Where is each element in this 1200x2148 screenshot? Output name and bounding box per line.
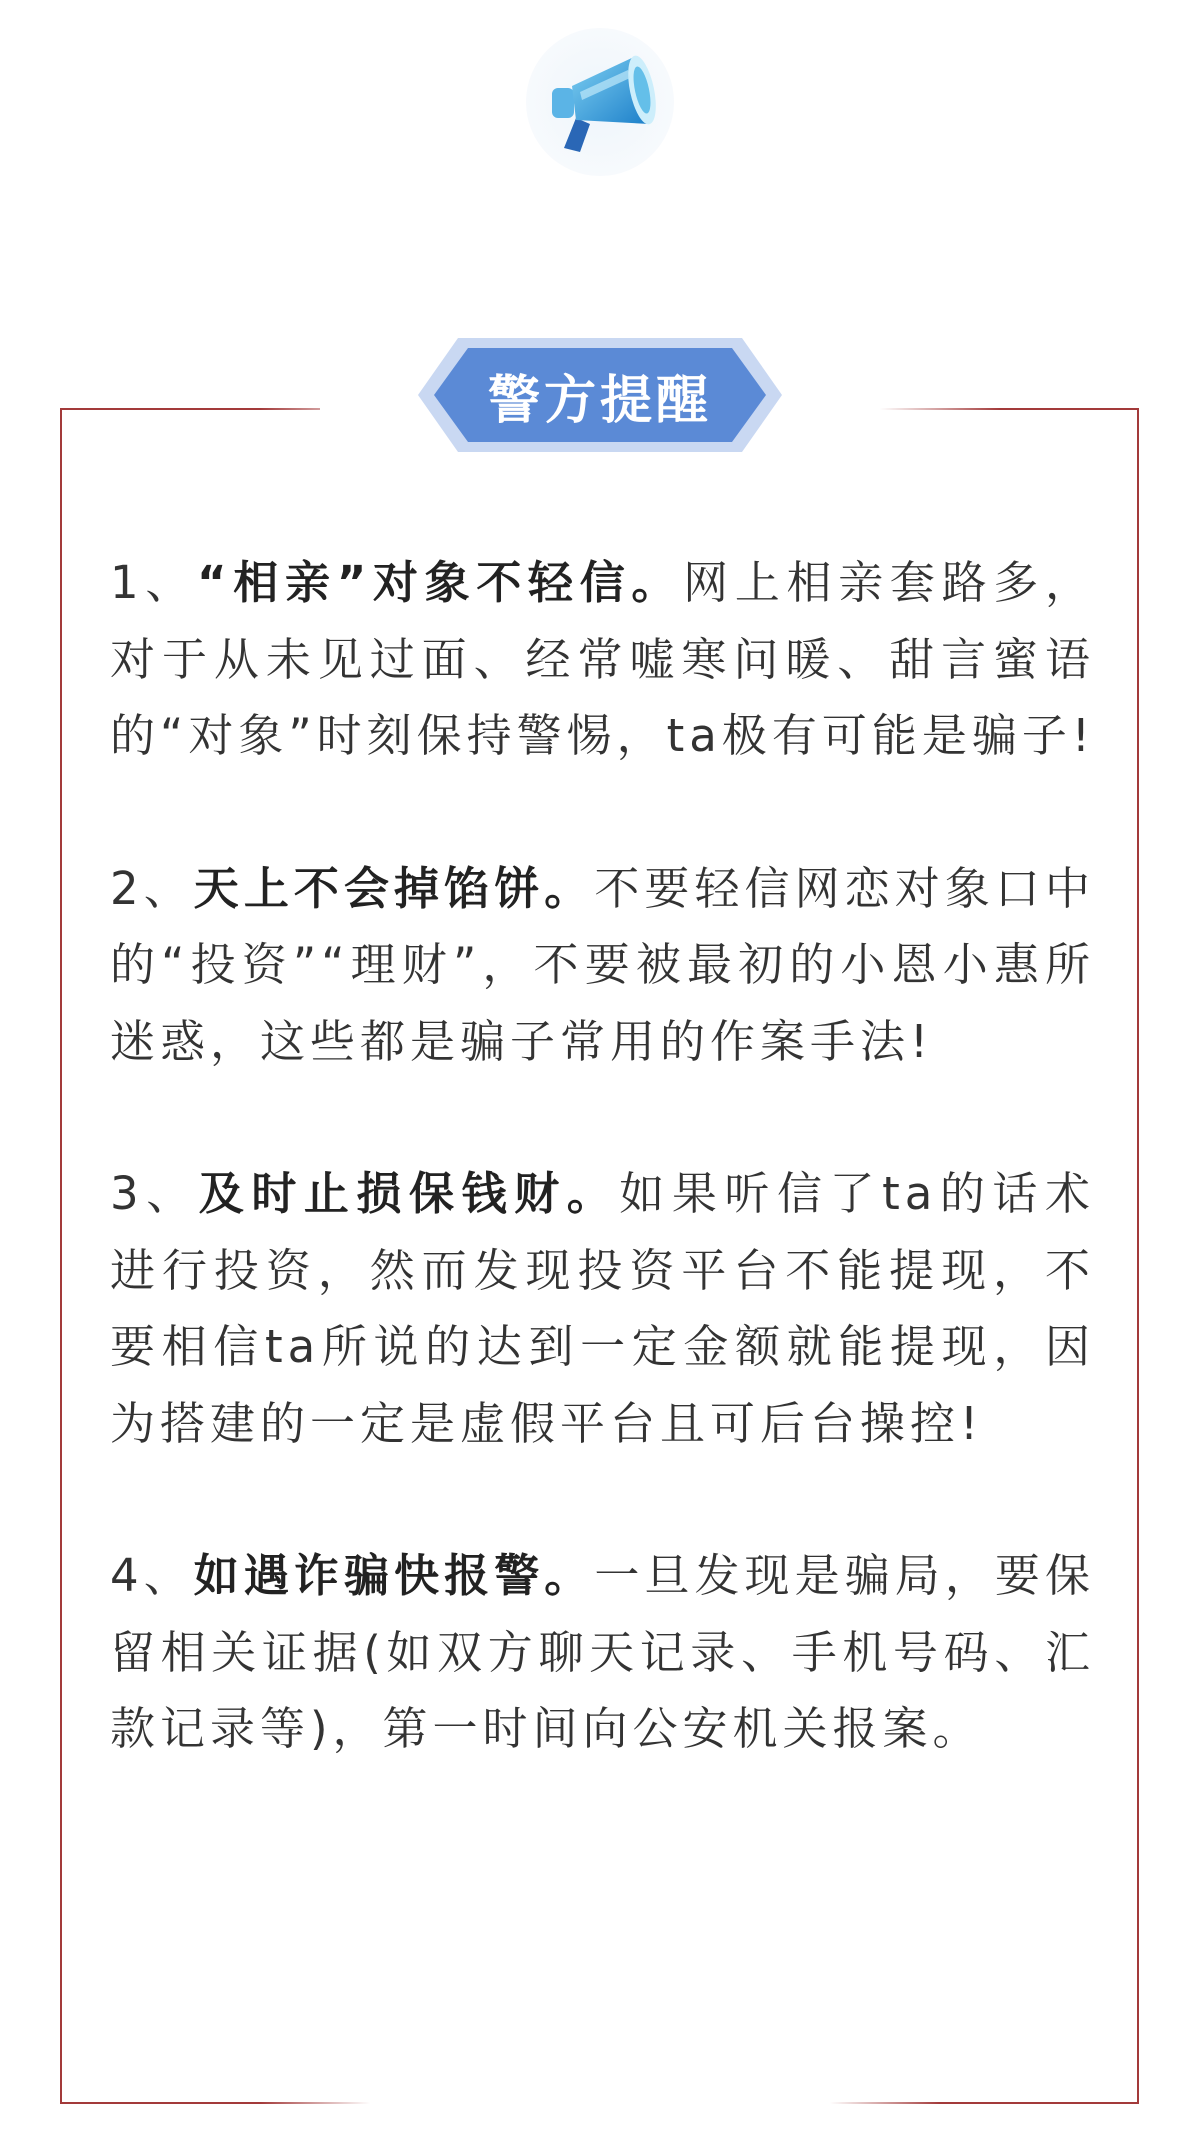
tips-list	[110, 545, 1095, 1844]
tip-number: 1、	[110, 556, 198, 609]
frame-bottom-fade-left	[260, 2096, 370, 2112]
tip-number: 4、	[110, 1549, 194, 1602]
title-badge	[398, 336, 802, 454]
tip-item	[110, 851, 1095, 1081]
megaphone-icon	[524, 26, 676, 178]
tip-body: 网上相亲套路多，对于从未见过面、经常嘘寒问暖、甜言蜜语的“对象”时刻保持警惕，ta极有可能是骗子!	[110, 556, 1095, 762]
tip-heading: “相亲”对象不轻信。	[197, 556, 684, 609]
tip-item	[110, 1156, 1095, 1462]
tip-number: 2、	[110, 861, 194, 915]
frame-bottom-gap	[370, 2096, 830, 2112]
tip-heading: 如遇诈骗快报警。	[193, 1549, 595, 1602]
frame-bottom-fade-right	[830, 2096, 940, 2112]
tip-heading: 及时止损保钱财。	[198, 1167, 620, 1220]
tip-body: 不要轻信网恋对象口中的“投资”“理财”，不要被最初的小恩小惠所迷惑，这些都是骗子常用的作案手法!	[110, 861, 1095, 1068]
frame-top-fade-right	[880, 402, 1000, 416]
tip-body: 一旦发现是骗局，要保留相关证据(如双方聊天记录、手机号码、汇款记录等)，第一时间向公安机关报案。	[110, 1549, 1095, 1755]
tip-number: 3、	[110, 1167, 199, 1220]
tip-item	[110, 545, 1095, 775]
tip-heading: 天上不会掉馅饼。	[193, 861, 595, 915]
tip-item	[110, 1538, 1095, 1768]
tip-body: 如果听信了ta的话术进行投资，然而发现投资平台不能提现，不要相信ta所说的达到一定金额就能提现，因为搭建的一定是虚假平台且可后台操控!	[110, 1167, 1095, 1450]
page-title: 警方提醒	[487, 370, 712, 431]
